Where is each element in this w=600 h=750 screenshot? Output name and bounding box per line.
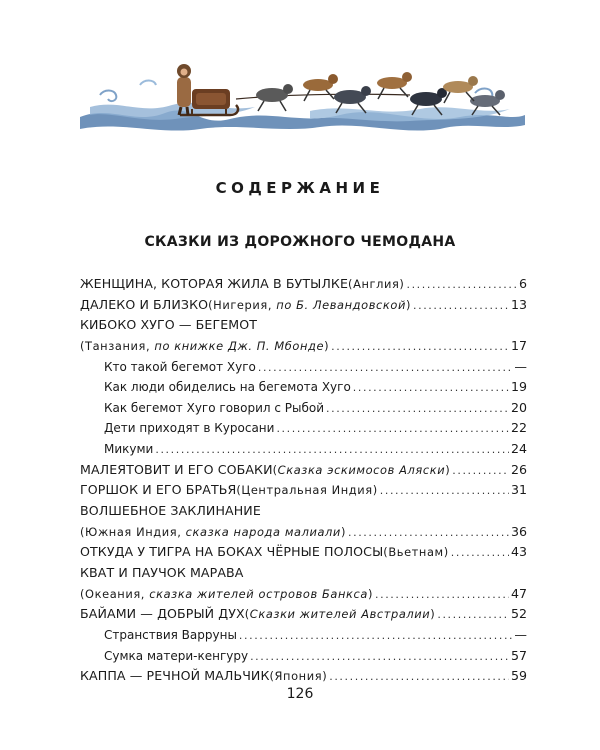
toc-entry-origin-line[interactable]	[80, 338, 527, 359]
toc-subentry[interactable]	[80, 441, 527, 462]
dot-leader	[331, 340, 509, 353]
toc-entry[interactable]	[80, 297, 527, 318]
toc-entry[interactable]	[80, 606, 527, 627]
dot-leader	[451, 546, 509, 559]
toc-subentry[interactable]	[80, 420, 527, 441]
dot-leader	[155, 443, 509, 456]
toc-entry[interactable]	[80, 544, 527, 565]
entry-origin: (Нигерия, по Б. Левандовской)	[208, 297, 411, 312]
dot-leader	[452, 464, 509, 477]
entry-origin: (Южная Индия, сказка народа малиали)	[80, 524, 346, 539]
entry-title: ВОЛШЕБНОЕ ЗАКЛИНАНИЕ	[80, 503, 261, 519]
subentry-title: Сумка матери-кенгуру	[104, 648, 249, 663]
entry-origin: (Сказка эскимосов Аляски)	[272, 462, 451, 477]
contents-heading: СОДЕРЖАНИЕ	[215, 179, 385, 197]
page-ref: 57	[510, 647, 527, 663]
entry-title: МАЛЕЯТОВИТ И ЕГО СОБАКИ	[80, 461, 273, 477]
entry-title: БАЙАМИ — ДОБРЫЙ ДУХ	[80, 606, 245, 622]
dot-leader	[375, 588, 509, 601]
subentry-title: Как люди обиделись на бегемота Хуго	[104, 380, 351, 395]
subentry-title: Дети приходят в Куросани	[104, 421, 275, 436]
page-ref: 26	[510, 461, 527, 477]
entry-origin: (Япония)	[269, 669, 328, 684]
subentry-title: Странствия Варруны	[104, 627, 237, 642]
dot-leader	[326, 402, 509, 415]
subentry-title: Микуми	[104, 442, 154, 457]
toc-entry[interactable]	[80, 462, 527, 483]
dot-leader	[276, 422, 509, 435]
page-ref: 6	[518, 276, 527, 291]
entry-title: ЖЕНЩИНА, КОТОРАЯ ЖИЛА В БУТЫЛКЕ	[80, 276, 349, 291]
page-ref: 31	[510, 482, 527, 498]
toc-entry-title[interactable]	[80, 503, 527, 524]
toc-entry-title[interactable]	[80, 565, 527, 586]
entry-title: ДАЛЕКО И БЛИЗКО	[80, 296, 209, 312]
toc-subentry[interactable]	[80, 359, 527, 380]
page-ref: 52	[510, 606, 527, 622]
entry-title: КАППА — РЕЧНОЙ МАЛЬЧИК	[80, 668, 270, 684]
entry-origin: (Вьетнам)	[383, 545, 449, 560]
dot-leader	[329, 670, 509, 683]
dot-leader	[380, 484, 509, 497]
dog-sled-illustration	[80, 55, 525, 135]
collection-title: СКАЗКИ ИЗ ДОРОЖНОГО ЧЕМОДАНА	[144, 234, 456, 250]
table-of-contents	[80, 276, 527, 689]
dot-leader	[437, 608, 509, 621]
entry-origin: (Центральная Индия)	[236, 483, 378, 498]
toc-subentry[interactable]	[80, 627, 527, 648]
entry-title: КВАТ И ПАУЧОК МАРАВА	[80, 564, 244, 580]
entry-title: ОТКУДА У ТИГРА НА БОКАХ ЧЁРНЫЕ ПОЛОСЫ	[80, 544, 384, 560]
dot-leader	[250, 650, 509, 663]
toc-entry-origin-line[interactable]	[80, 586, 527, 607]
toc-subentry[interactable]	[80, 400, 527, 421]
page-ref: 36	[510, 523, 527, 539]
dot-leader	[258, 361, 513, 374]
page-ref: 19	[510, 379, 527, 395]
page-ref: 17	[510, 337, 527, 353]
dot-leader	[348, 526, 509, 539]
dot-leader	[413, 299, 509, 312]
dot-leader	[353, 381, 509, 394]
page-number: 126	[286, 686, 314, 702]
page-ref: 22	[510, 420, 527, 436]
toc-entry-origin-line[interactable]	[80, 524, 527, 545]
page-ref: 13	[510, 296, 527, 312]
toc-entry[interactable]	[80, 276, 527, 297]
toc-subentry[interactable]	[80, 379, 527, 400]
dot-leader	[406, 278, 517, 291]
toc-entry[interactable]	[80, 482, 527, 503]
toc-entry-title[interactable]	[80, 317, 527, 338]
entry-origin: (Танзания, по книжке Дж. П. Мбонде)	[80, 338, 330, 353]
page-ref: 59	[510, 668, 527, 684]
entry-origin: (Океания, сказка жителей островов Банкса)	[80, 586, 374, 601]
subentry-title: Кто такой бегемот Хуго	[104, 359, 256, 374]
page-ref: —	[514, 358, 527, 374]
page-ref: 20	[510, 399, 527, 415]
toc-subentry[interactable]	[80, 648, 527, 669]
subentry-title: Как бегемот Хуго говорил с Рыбой	[104, 400, 325, 415]
entry-title: КИБОКО ХУГО — БЕГЕМОТ	[80, 317, 258, 333]
entry-title: ГОРШОК И ЕГО БРАТЬЯ	[80, 482, 237, 498]
entry-origin: (Сказки жителей Австралии)	[244, 607, 436, 622]
dot-leader	[239, 629, 512, 642]
page-ref: —	[514, 626, 527, 642]
entry-origin: (Англия)	[348, 277, 405, 291]
page-ref: 24	[510, 441, 527, 457]
page-ref: 47	[510, 585, 527, 601]
page-ref: 43	[510, 544, 527, 560]
